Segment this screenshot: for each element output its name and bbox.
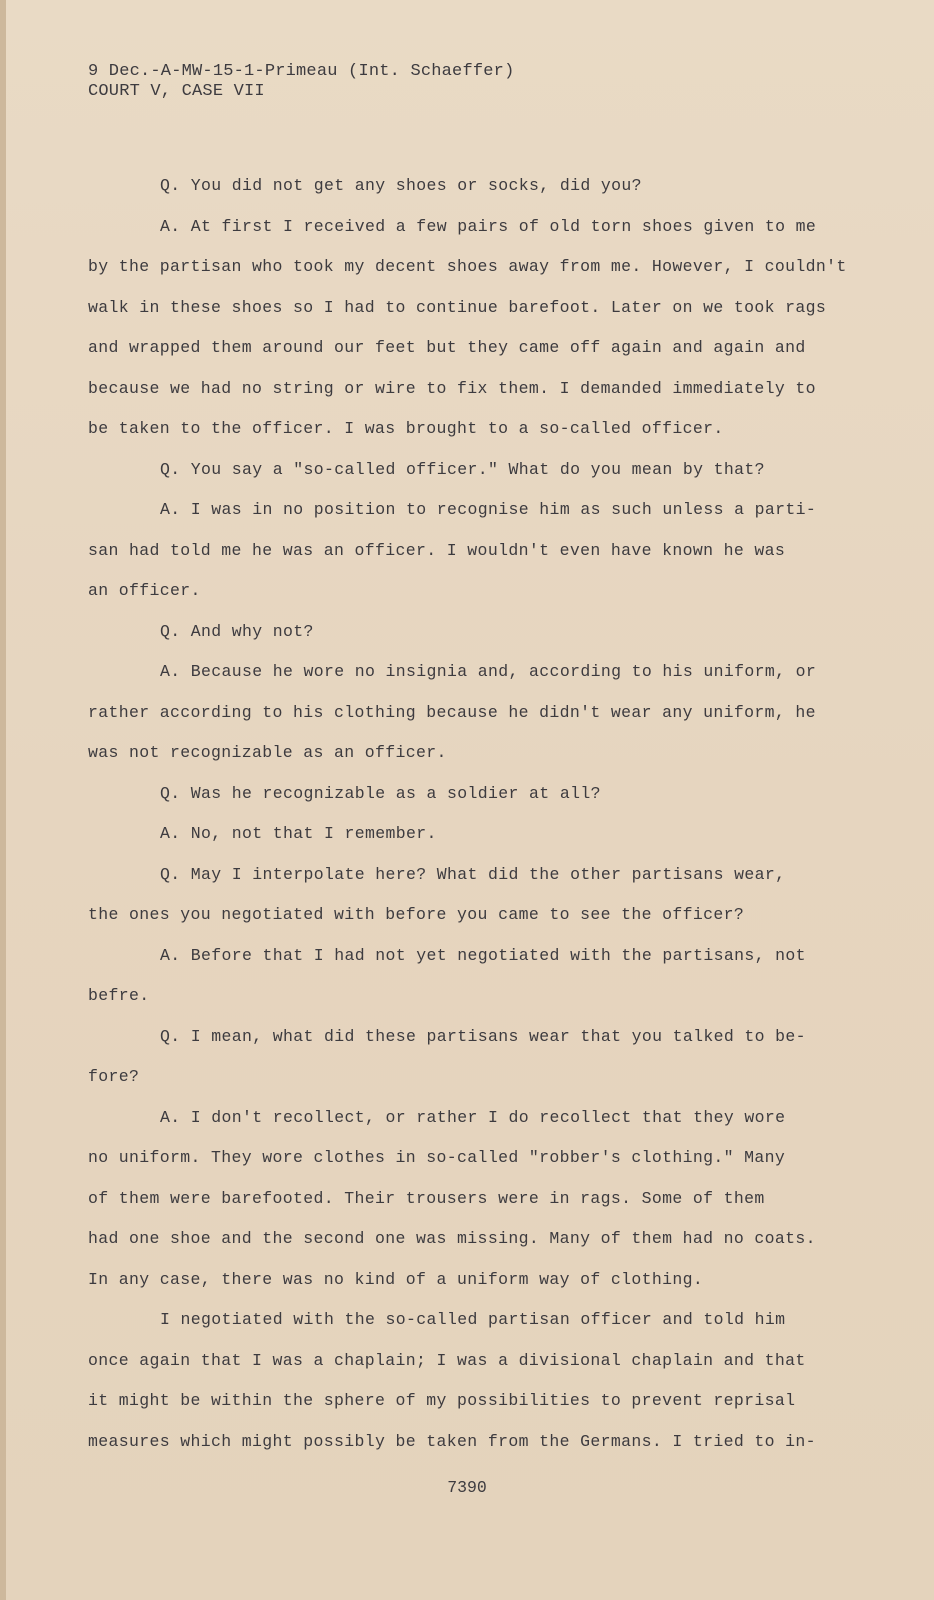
transcript-line: A. Because he wore no insignia and, according to his uniform, or bbox=[160, 662, 817, 681]
transcript-line: was not recognizable as an officer. bbox=[88, 743, 447, 762]
transcript-line: walk in these shoes so I had to continue barefoot. Later on we took rags bbox=[88, 297, 827, 317]
transcript-line: A. No, not that I remember. bbox=[160, 824, 437, 843]
transcript-line: Q. Was he recognizable as a soldier at all? bbox=[160, 783, 601, 803]
header-reference: 9 Dec.-A-MW-15-1-Primeau (Int. Schaeffer) bbox=[88, 62, 515, 81]
transcript-line: In any case, there was no kind of a uniform way of clothing. bbox=[88, 1269, 704, 1289]
transcript-line: rather according to his clothing because he didn't wear any uniform, he bbox=[88, 702, 816, 722]
header-court-case: COURT V, CASE VII bbox=[88, 82, 265, 101]
transcript-line: fore? bbox=[88, 1067, 140, 1086]
transcript-line: A. I don't recollect, or rather I do recollect that they wore bbox=[160, 1107, 786, 1127]
transcript-line: A. I was in no position to recognise him as such unless a parti- bbox=[160, 500, 817, 519]
transcript-line: befre. bbox=[88, 986, 150, 1005]
transcript-line: Q. And why not? bbox=[160, 621, 314, 641]
transcript-line: Q. You did not get any shoes or socks, did you? bbox=[160, 176, 642, 195]
transcript-line: A. At first I received a few pairs of old torn shoes given to me bbox=[160, 216, 817, 236]
transcript-line: of them were barefooted. Their trousers were in rags. Some of them bbox=[88, 1188, 765, 1208]
transcript-line: an officer. bbox=[88, 581, 201, 600]
page-number: 7390 bbox=[447, 1478, 487, 1497]
transcript-line: and wrapped them around our feet but they came off again and again and bbox=[88, 338, 806, 357]
transcript-line: I negotiated with the so-called partisan officer and told him bbox=[160, 1310, 786, 1329]
transcript-line: no uniform. They wore clothes in so-called "robber's clothing." Many bbox=[88, 1148, 786, 1167]
transcript-line: measures which might possibly be taken from the Germans. I tried to in- bbox=[88, 1431, 816, 1451]
transcript-line: had one shoe and the second one was missing. Many of them had no coats. bbox=[88, 1229, 816, 1248]
document-header bbox=[88, 62, 514, 102]
transcript-line: san had told me he was an officer. I wouldn't even have known he was bbox=[88, 540, 786, 560]
transcript-line: the ones you negotiated with before you came to see the officer? bbox=[88, 905, 745, 924]
transcript-line: Q. You say a "so-called officer." What do you mean by that? bbox=[160, 459, 765, 479]
transcript-line: Q. I mean, what did these partisans wear that you talked to be- bbox=[160, 1026, 806, 1046]
transcript-line: it might be within the sphere of my possibilities to prevent reprisal bbox=[88, 1391, 796, 1410]
transcript-line: be taken to the officer. I was brought to a so-called officer. bbox=[88, 419, 724, 438]
transcript-body bbox=[88, 166, 858, 1462]
transcript-line: once again that I was a chaplain; I was a divisional chaplain and that bbox=[88, 1350, 806, 1370]
transcript-line: because we had no string or wire to fix them. I demanded immediately to bbox=[88, 378, 816, 398]
transcript-line: A. Before that I had not yet negotiated with the partisans, not bbox=[160, 945, 806, 965]
transcript-line: Q. May I interpolate here? What did the other partisans wear, bbox=[160, 864, 786, 884]
transcript-line: by the partisan who took my decent shoes away from me. However, I couldn't bbox=[88, 257, 847, 276]
